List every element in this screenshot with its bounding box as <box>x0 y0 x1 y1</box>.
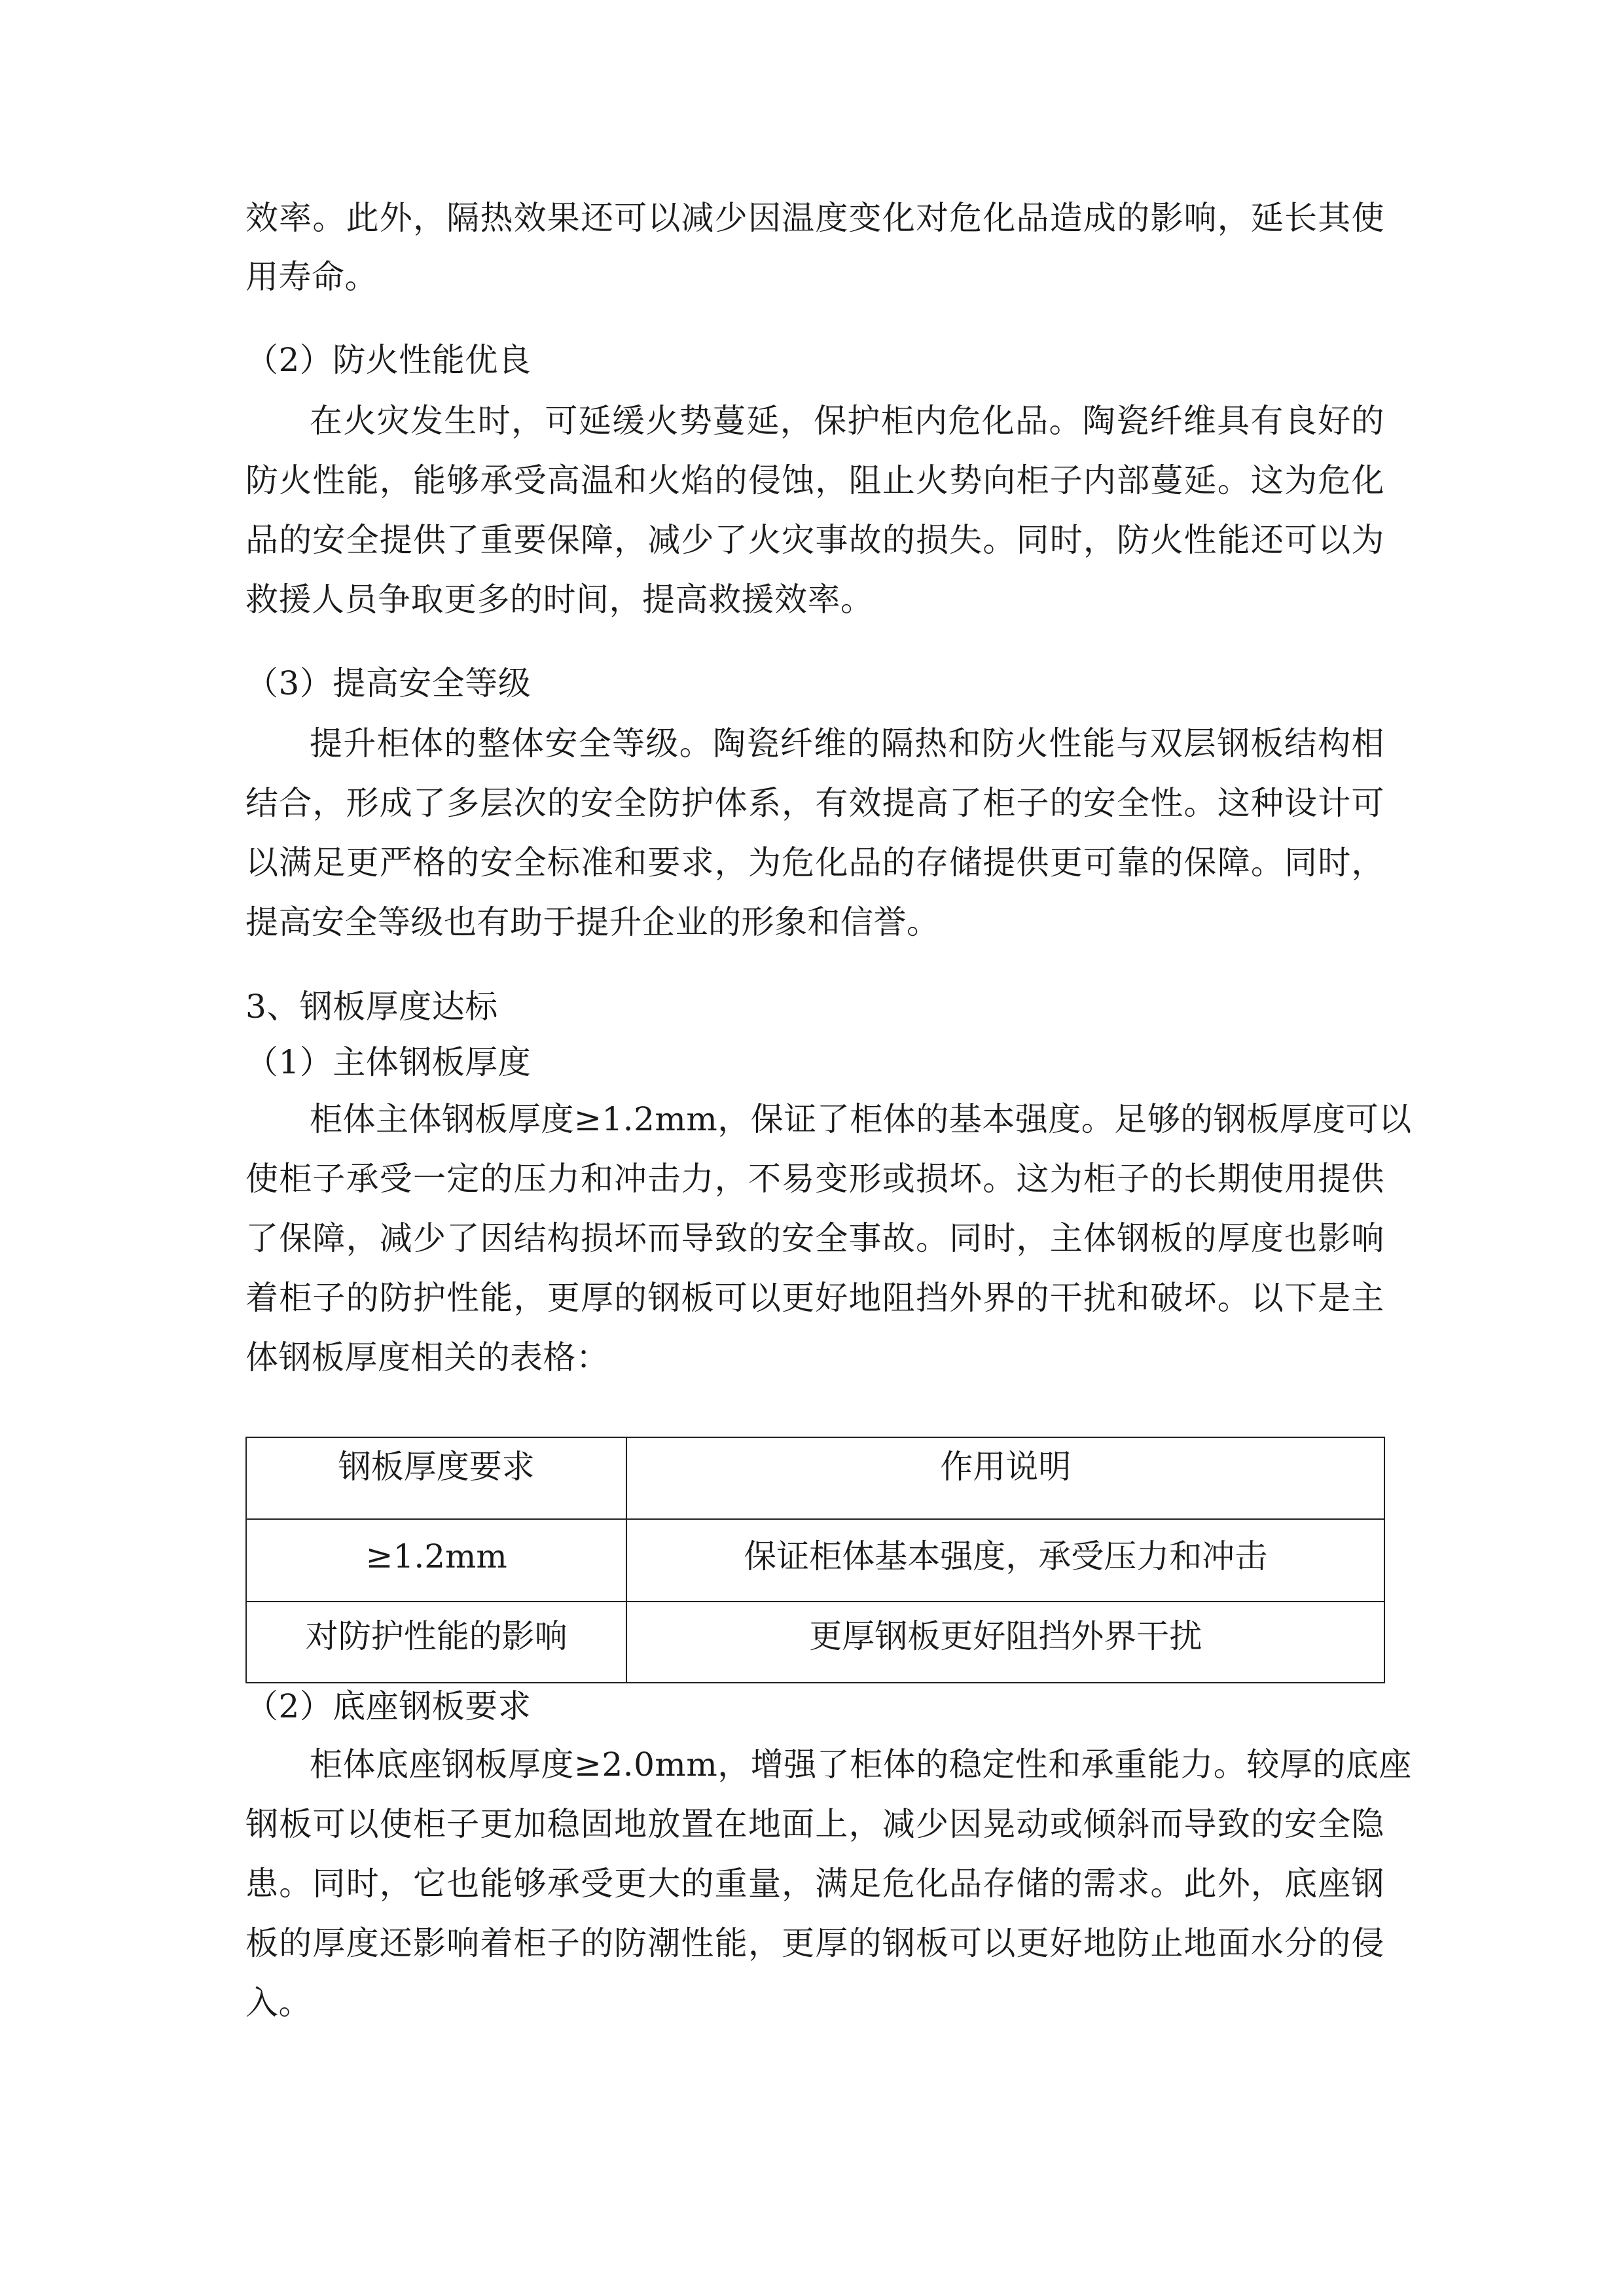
paragraph-line: 品的安全提供了重要保障，减少了火灾事故的损失。同时，防火性能还可以为 <box>245 521 1384 559</box>
paragraph-line: 提升柜体的整体安全等级。陶瓷纤维的隔热和防火性能与双层钢板结构相 <box>310 725 1384 762</box>
table-cell: 保证柜体基本强度，承受压力和冲击 <box>626 1519 1384 1602</box>
table-cell: 对防护性能的影响 <box>246 1602 626 1683</box>
subheading-base-steel: （2）底座钢板要求 <box>245 1687 532 1725</box>
table-cell: 更厚钢板更好阻挡外界干扰 <box>626 1602 1384 1683</box>
paragraph-line: 柜体主体钢板厚度≥1.2mm，保证了柜体的基本强度。足够的钢板厚度可以 <box>310 1100 1412 1138</box>
subheading-fire-performance: （2）防火性能优良 <box>245 341 532 379</box>
paragraph-line: 使柜子承受一定的压力和冲击力，不易变形或损坏。这为柜子的长期使用提供 <box>245 1160 1384 1198</box>
table-header-cell: 作用说明 <box>626 1437 1384 1519</box>
paragraph-line: 板的厚度还影响着柜子的防潮性能，更厚的钢板可以更好地防止地面水分的侵 <box>245 1924 1384 1962</box>
table-cell: ≥1.2mm <box>246 1519 626 1602</box>
table-header-cell: 钢板厚度要求 <box>246 1437 626 1519</box>
section-heading-steel-thickness: 3、钢板厚度达标 <box>245 988 498 1026</box>
paragraph-line: 防火性能，能够承受高温和火焰的侵蚀，阻止火势向柜子内部蔓延。这为危化 <box>245 461 1384 499</box>
paragraph-line: 在火灾发生时，可延缓火势蔓延，保护柜内危化品。陶瓷纤维具有良好的 <box>310 402 1384 440</box>
paragraph-line: 以满足更严格的安全标准和要求，为危化品的存储提供更可靠的保障。同时， <box>245 844 1384 882</box>
paragraph-line: 钢板可以使柜子更加稳固地放置在地面上，减少因晃动或倾斜而导致的安全隐 <box>245 1805 1384 1843</box>
table-row <box>246 1602 1384 1683</box>
paragraph-line: 柜体底座钢板厚度≥2.0mm，增强了柜体的稳定性和承重能力。较厚的底座 <box>310 1746 1412 1784</box>
paragraph-line: 用寿命。 <box>245 258 378 296</box>
paragraph-line: 提高安全等级也有助于提升企业的形象和信誉。 <box>245 903 940 941</box>
paragraph-line: 结合，形成了多层次的安全防护体系，有效提高了柜子的安全性。这种设计可 <box>245 784 1384 822</box>
subheading-main-steel: （1）主体钢板厚度 <box>245 1043 532 1081</box>
subheading-safety-level: （3）提高安全等级 <box>245 664 532 702</box>
paragraph-line: 患。同时，它也能够承受更大的重量，满足危化品存储的需求。此外，底座钢 <box>245 1865 1384 1903</box>
table-row <box>246 1519 1384 1602</box>
steel-thickness-table <box>245 1437 1385 1683</box>
paragraph-line: 救援人员争取更多的时间，提高救援效率。 <box>245 581 874 619</box>
paragraph-line: 效率。此外，隔热效果还可以减少因温度变化对危化品造成的影响，延长其使 <box>245 199 1384 237</box>
table-header-row <box>246 1437 1384 1519</box>
paragraph-line: 着柜子的防护性能，更厚的钢板可以更好地阻挡外界的干扰和破坏。以下是主 <box>245 1279 1384 1317</box>
paragraph-line: 了保障，减少了因结构损坏而导致的安全事故。同时，主体钢板的厚度也影响 <box>245 1219 1384 1257</box>
paragraph-line: 入。 <box>245 1984 312 2022</box>
paragraph-line: 体钢板厚度相关的表格： <box>245 1338 609 1376</box>
